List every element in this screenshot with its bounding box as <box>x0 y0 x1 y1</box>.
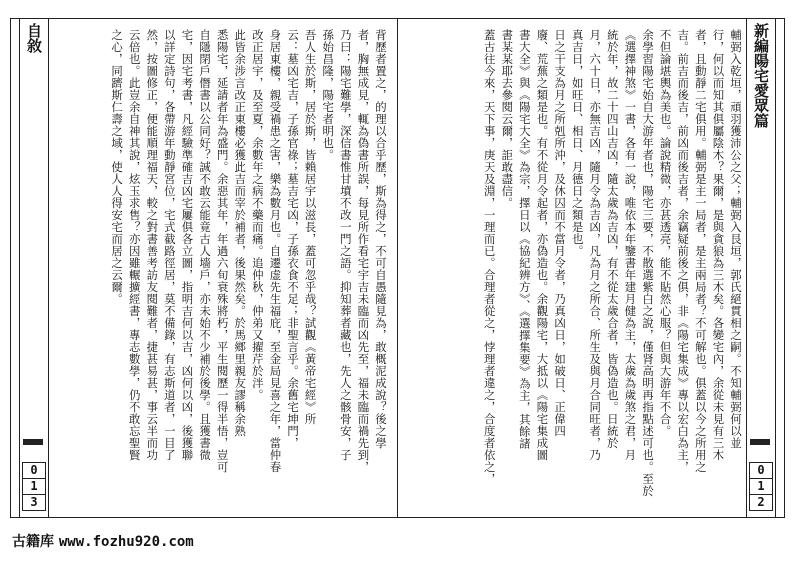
text-column: 身居東樓，親受禍患之害，樂為數月也。自遷虚先生福庇，至金局見喜之年，當仲春 <box>268 29 283 473</box>
page-number <box>749 462 773 511</box>
text-column: 月，六十日，亦無吉凶，隨月令為吉凶，凡為月之所合、所生及與月合同旺者，乃 <box>588 29 603 461</box>
text-column: 者，且動靜二宅俱用。輔弼是主一局者，是主兩局者？不可解也。俱蓋以今之所用之 <box>693 29 708 473</box>
text-column: 廢、荒蕪之類是也。有不從月令起者，亦偽造也。余觀陽宅，大抵以《陽宅集成圖 <box>535 29 550 461</box>
text-column: 蓋古往今來，天下事，庚天及淵，一理而已。合理者從之，悖理者違之，合度者依之， <box>482 29 497 485</box>
right-page-text <box>408 29 744 507</box>
watermark-site: www.fozhu920.com <box>58 534 194 550</box>
text-column: 以詳定詩句，各帶游年動靜宮位，宅式截路徑居，莫不備錄，有志斯道者，一目了 <box>162 29 177 461</box>
section-title: 自敘 <box>25 23 43 53</box>
text-column: 然，按圖修正，便能順理福天，較之對書善考訪友閱難者，捷甚易甚，事云半而功 <box>145 29 160 461</box>
text-column: 自隱閉戶僭書以公同好？誠不敢云能竟古人墻戶，亦未始不少補於後學。且獲書微 <box>198 29 213 461</box>
text-column: 《選擇神煞》一書，各有一說，唯依本年鑒書年建月健為主，太歲為歲煞之君，月 <box>623 29 638 461</box>
right-page-gutter <box>746 19 776 517</box>
watermark <box>12 531 194 551</box>
text-column: 統於年，故二十四山吉凶，隨太歲為吉凶，有不從太歲合者，皆偽造也。日統於 <box>605 29 620 449</box>
left-page-text <box>55 29 389 507</box>
page-digit: 3 <box>30 495 38 509</box>
text-column: 行，何以而知其俱屬陰木？果爾，是與貪狼為三木矣。各變宅內，余從未見有三木 <box>711 29 726 461</box>
right-page <box>397 18 785 518</box>
text-column: 真吉日，如旺日、相日、月德日之類是也。 <box>570 29 585 257</box>
text-column: 書某某耶去參閱云爾，詎敢盡信。 <box>500 29 515 209</box>
text-column: 之心，同躋斯仁壽之域，使人人得安宅而居之云爾。 <box>110 29 125 305</box>
left-page <box>10 18 398 518</box>
text-column: 乃曰：陽宅難學，深信書惟甘墳不改一門之語。抑知葬者藏也，先人之骸骨安，子 <box>338 29 353 461</box>
text-column: 此皆余涉言改正東樓必獲此吉而宰於補者，後果然矣。於馬鄉里親友謬稱余熟 <box>233 29 248 437</box>
text-column: 日之干支為月之所剋所沖，及休囚而不當月令者，乃真凶日，如破日、正偉四 <box>553 29 568 437</box>
text-column: 者，胸無成見，輒為偽書所誤，每見所作看宅宇吉未臨而凶先至，福未臨而禍先到， <box>356 29 371 473</box>
text-column: 背歷者置之，的理以合乎歷，斯為得之，不可自愚隨見為，敢概泥成說？後之學 <box>374 29 388 449</box>
page-digit: 0 <box>23 463 45 479</box>
text-column: 余學習陽宅始自大游年者也，陽宅三要，不散選紫白之說，僅肾高明再指點述可也。至於 <box>641 29 656 497</box>
text-column: 書大全》與《陽宅大全》為宗，擇日以《協紀辨方》、《選擇集要》為主，其餘諸 <box>517 29 532 450</box>
watermark-label: 古籍库 <box>12 534 54 550</box>
text-column: 吾人生於斯，居於斯，皆賴居宇以滋長，蓋可忽乎哉？試觀《黃帝宅經》所 <box>303 29 318 425</box>
text-column: 改正居宇，及至夏，余數年之病不藥而痛。追仲秋，仲弟又擢芹於泮。 <box>250 29 265 401</box>
page-digit: 2 <box>757 495 765 509</box>
gutter-marker <box>750 439 770 445</box>
page-digit: 1 <box>750 479 772 495</box>
text-column: 云：墓凶宅吉，子孫官祿；墓吉宅凶，子孫衣食不足；非聖言乎。余舊宅坤門， <box>286 29 301 449</box>
text-column: 不但論堪輿為美也。論說精微，亦甚透亮，能不貼然心服？但與大游年不合。 <box>658 29 673 437</box>
text-column: 宅，因宅考書，凡經驗準確吉凶宅屢俱各立圖，指明吉何以吉，凶何以凶，後獲聯 <box>180 29 195 461</box>
page-digit: 1 <box>23 479 45 495</box>
page-number <box>22 462 46 511</box>
page-digit: 0 <box>750 463 772 479</box>
book-title: 新編陽宅愛眾篇 <box>752 23 770 128</box>
text-column: 孫始昌隆，陽宅者明也。 <box>321 29 336 161</box>
text-column: 輔弼入乾垣，頑羽獲沛公之父；輔弼入艮垣，郭氏絕貫相之嗣。不知輔弼何以並 <box>729 29 743 449</box>
gutter-marker <box>23 439 43 445</box>
text-column: 云倍也。此豈余自神其說，炫玉求售？亦因雖輾擴經書，專志數學，仍不敢忘聖賢 <box>127 29 142 461</box>
text-column: 悉陽宅，延請者年為盛門。余惡其年，年過六旬衰殊將朽，平生閱歷一得半悟，豈可 <box>215 29 230 473</box>
left-page-gutter <box>19 19 49 517</box>
text-column: 吉。前吉而後吉，前凶而後吉者，余竊疑前後之俱，非《陽宅集成》專以宏白為主， <box>676 29 691 473</box>
